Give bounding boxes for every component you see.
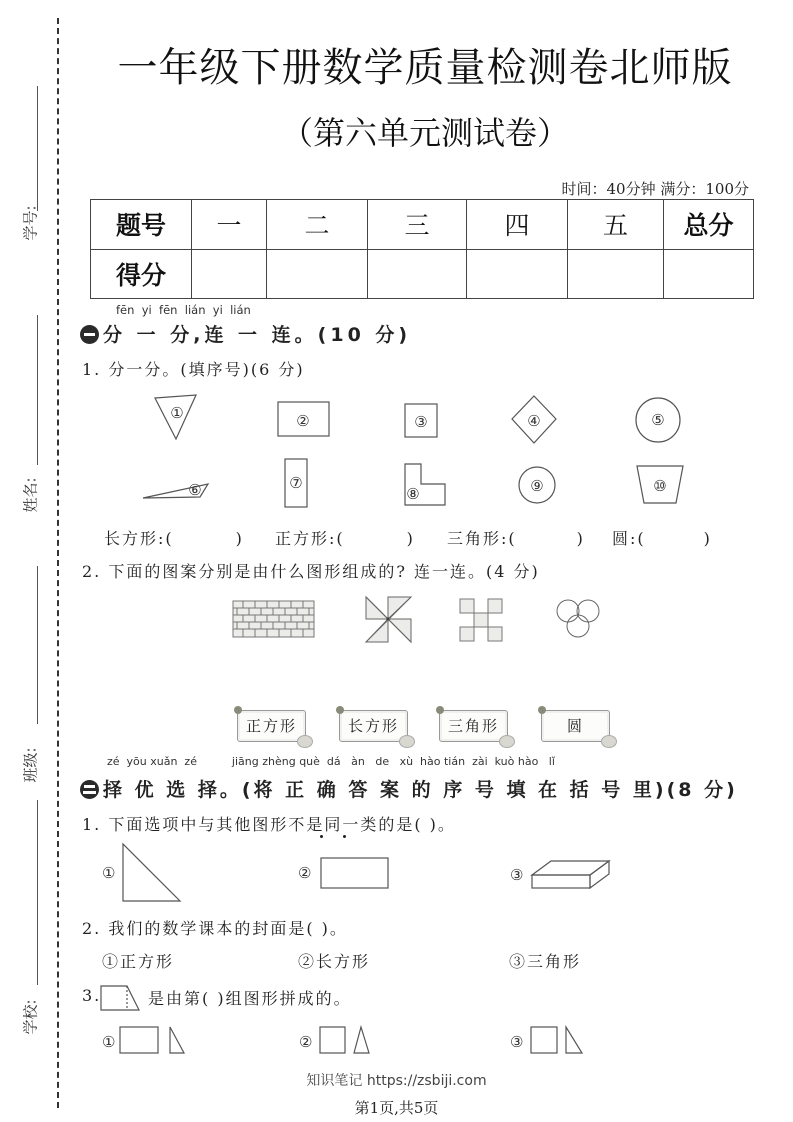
- answer-circle: 圆:( ): [612, 529, 712, 548]
- score-cell-total[interactable]: [664, 249, 754, 299]
- svg-text:⑨: ⑨: [530, 477, 544, 495]
- s2-q2-option-2[interactable]: ②长方形: [298, 952, 371, 971]
- s2-q2-label: 2. 我们的数学课本的封面是( )。: [82, 919, 348, 938]
- s2-q2-option-1[interactable]: ①正方形: [102, 952, 175, 971]
- svg-text:③: ③: [510, 1033, 524, 1051]
- s2-q1-label: 1. 下面选项中与其他图形不是同一类的是( )。: [82, 815, 456, 834]
- flower-icon: [436, 706, 444, 714]
- s2-q1-options: [0, 840, 793, 910]
- page-number: 第1页,共5页: [354, 1099, 439, 1117]
- page-subtitle: （第六单元测试卷）: [280, 114, 569, 152]
- s1-q1-shapes: [0, 385, 793, 525]
- option-3-num: ③: [510, 866, 524, 884]
- s2-q2-option-3[interactable]: ③三角形: [509, 952, 582, 971]
- col-header: 一: [192, 200, 267, 250]
- section-number-two-icon: [80, 780, 99, 799]
- score-table: [90, 199, 754, 299]
- option-2-rectangle-icon: [321, 858, 388, 888]
- svg-text:⑤: ⑤: [651, 411, 665, 429]
- flower-icon: [336, 706, 344, 714]
- emphasis-dot: [343, 835, 346, 838]
- option-2-num: ②: [298, 864, 312, 882]
- row-header-question: 题号: [91, 200, 192, 250]
- class-label: 班级:: [21, 747, 40, 783]
- s2-q3-prefix: 3.: [82, 986, 102, 1005]
- tag-triangle[interactable]: 三角形: [439, 710, 508, 742]
- section2-title: 择 优 选 择。(将 正 确 答 案 的 序 号 填 在 括 号 里)(8 分): [103, 779, 738, 801]
- option-1-num: ①: [102, 864, 116, 882]
- svg-text:⑥: ⑥: [188, 481, 202, 499]
- page-title: 一年级下册数学质量检测卷北师版: [117, 45, 733, 91]
- col-header: 五: [568, 200, 664, 250]
- section1-title: 分 一 分,连 一 连。(10 分): [103, 324, 412, 346]
- option-3-cuboid-icon: [532, 861, 609, 888]
- knot-icon: [297, 735, 313, 748]
- knot-icon: [601, 735, 617, 748]
- score-cell[interactable]: [568, 249, 664, 299]
- svg-text:①: ①: [170, 404, 184, 422]
- svg-text:②: ②: [296, 412, 310, 430]
- flower-icon: [234, 706, 242, 714]
- answer-triangle: 三角形:( ): [447, 529, 585, 548]
- tag-circle[interactable]: 圆: [541, 710, 610, 742]
- col-header: 四: [467, 200, 568, 250]
- svg-text:①: ①: [102, 1033, 116, 1051]
- name-label: 姓名:: [21, 477, 40, 513]
- tag-square[interactable]: 正方形: [237, 710, 306, 742]
- section1-pinyin: fēn yi fēn lián yi lián: [116, 303, 251, 317]
- emphasis-dot: [320, 835, 323, 838]
- svg-text:⑧: ⑧: [406, 485, 420, 503]
- s1-q2-patterns: [0, 595, 793, 655]
- section2-heading: [80, 775, 738, 802]
- flower-icon: [538, 706, 546, 714]
- row-header-score: 得分: [91, 249, 192, 299]
- svg-text:④: ④: [527, 412, 541, 430]
- section1-heading: [80, 320, 411, 347]
- option-1-triangle-icon: [170, 1027, 184, 1053]
- option-3-triangle-icon: [566, 1027, 582, 1053]
- score-cell[interactable]: [192, 249, 267, 299]
- option-1-rectangle-icon: [120, 1027, 158, 1053]
- svg-text:⑦: ⑦: [289, 474, 303, 492]
- knot-icon: [499, 735, 515, 748]
- col-header-total: 总分: [664, 200, 754, 250]
- svg-text:⑩: ⑩: [653, 477, 667, 495]
- option-1-right-triangle-icon: [123, 844, 180, 901]
- s2-q3-label: 是由第( )组图形拼成的。: [148, 989, 352, 1008]
- answer-rectangle: 长方形:( ): [104, 529, 244, 548]
- school-label: 学校:: [21, 999, 40, 1035]
- svg-text:③: ③: [414, 413, 428, 431]
- score-table-header-row: [91, 200, 754, 250]
- s1-q1-label: 1. 分一分。(填序号)(6 分): [82, 360, 305, 379]
- svg-text:②: ②: [299, 1033, 313, 1051]
- student-id-label: 学号:: [21, 205, 40, 241]
- pinwheel-pattern-icon: [366, 597, 411, 642]
- answer-square: 正方形:( ): [275, 529, 415, 548]
- score-cell[interactable]: [368, 249, 467, 299]
- knot-icon: [399, 735, 415, 748]
- s1-q2-label: 2. 下面的图案分别是由什么图形组成的? 连一连。(4 分): [82, 562, 540, 581]
- three-circles-pattern-icon: [557, 600, 599, 637]
- brick-wall-pattern-icon: [233, 601, 314, 637]
- option-2-triangle-icon: [354, 1027, 369, 1053]
- col-header: 三: [368, 200, 467, 250]
- section-number-one-icon: [80, 325, 99, 344]
- tag-rectangle[interactable]: 长方形: [339, 710, 408, 742]
- option-3-square-icon: [531, 1027, 557, 1053]
- option-2-square-icon: [320, 1027, 345, 1053]
- cross-squares-pattern-icon: [460, 599, 502, 641]
- score-cell[interactable]: [267, 249, 368, 299]
- footer-site-link[interactable]: 知识笔记 https://zsbiji.com: [306, 1073, 487, 1089]
- binding-dash-line: [57, 18, 59, 1108]
- col-header: 二: [267, 200, 368, 250]
- score-cell[interactable]: [467, 249, 568, 299]
- s2-q3-options: [0, 1022, 793, 1062]
- exam-meta: 时间：40分钟 满分：100分: [561, 180, 749, 198]
- section2-pinyin: zé yōu xuǎn zé jiāng zhèng què dá àn de xù hào tián zài kuò hào lǐ: [107, 755, 555, 768]
- score-table-score-row: [91, 249, 754, 299]
- student-id-line[interactable]: [37, 86, 38, 211]
